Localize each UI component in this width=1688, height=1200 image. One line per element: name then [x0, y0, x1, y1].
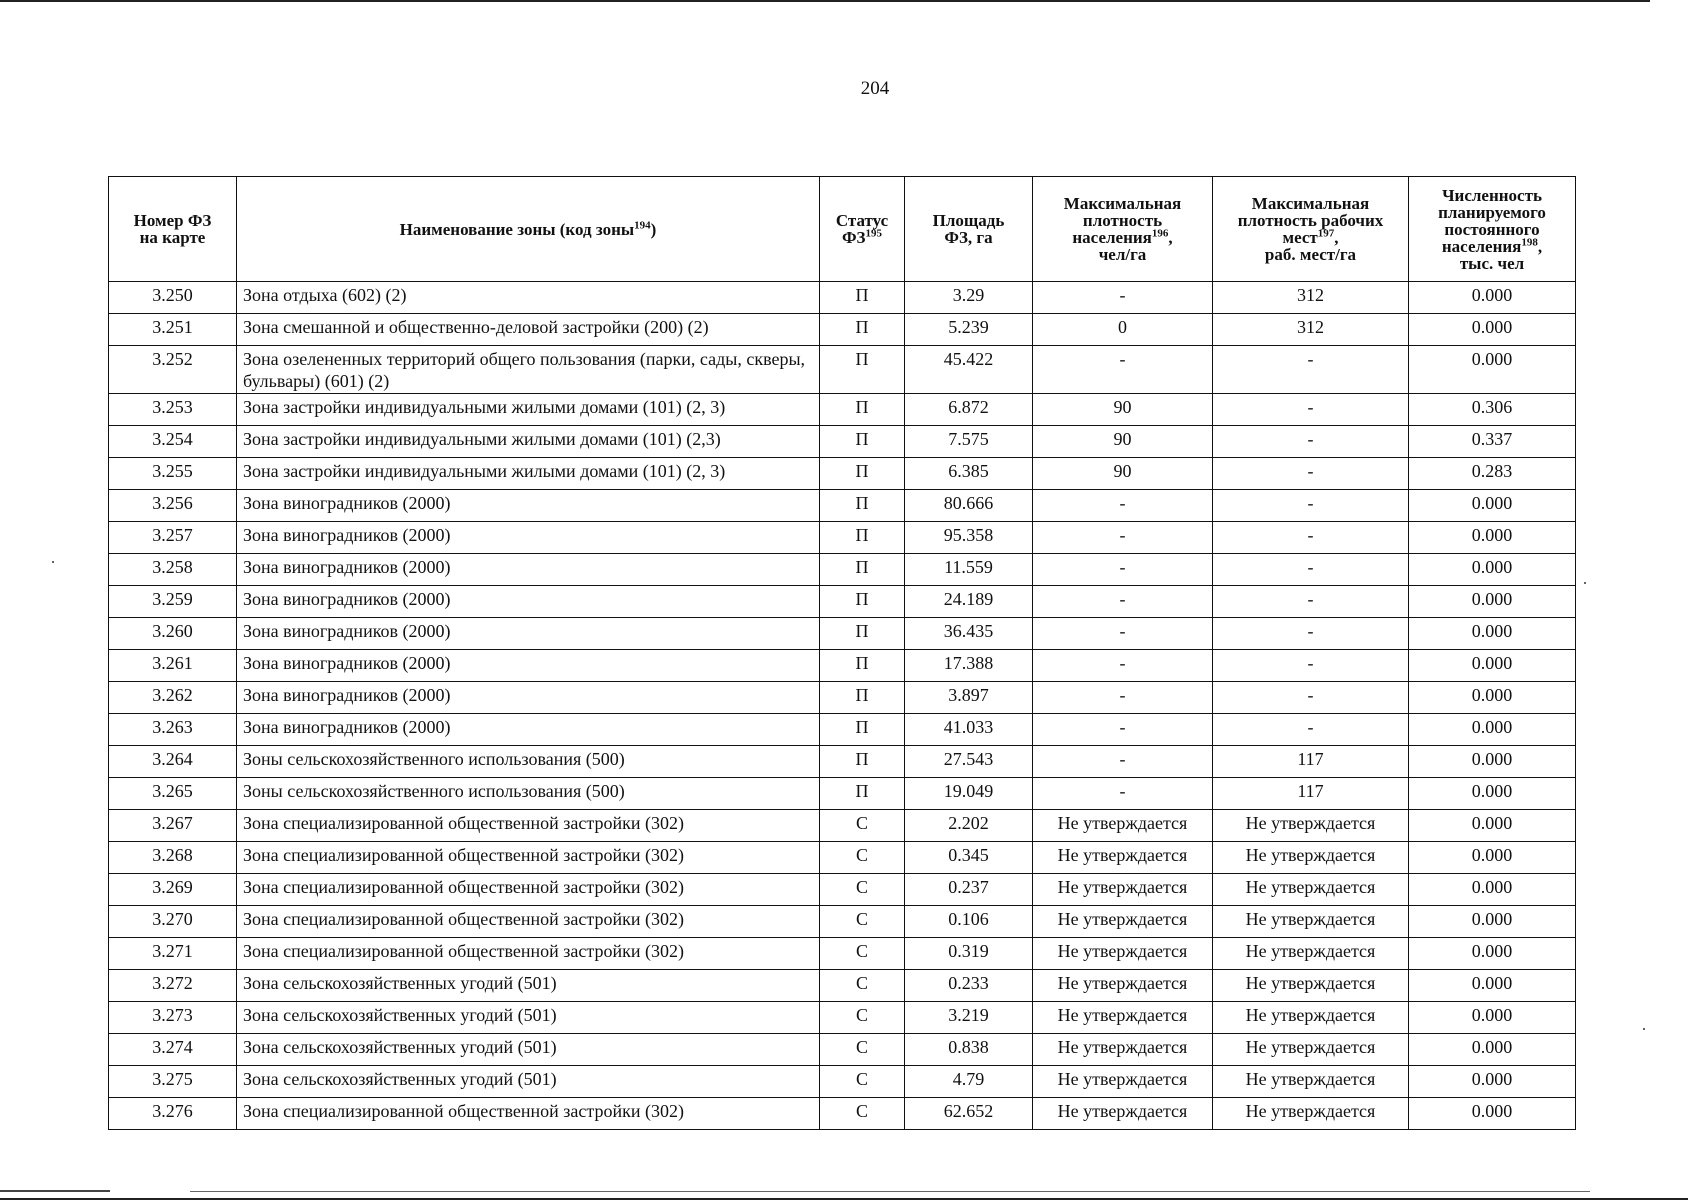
table-row — [109, 1098, 1576, 1130]
header-area: Площадь ФЗ, га — [905, 177, 1033, 282]
cell-population-density: - — [1033, 618, 1213, 650]
cell-population-density: 90 — [1033, 394, 1213, 426]
cell-map-number: 3.275 — [109, 1066, 237, 1098]
cell-population: 0.306 — [1409, 394, 1576, 426]
table-row — [109, 650, 1576, 682]
cell-area: 0.233 — [905, 970, 1033, 1002]
cell-status: С — [820, 1066, 905, 1098]
cell-zone-name: Зона специализированной общественной застройки (302) — [237, 874, 820, 906]
cell-population: 0.000 — [1409, 586, 1576, 618]
cell-population-density: Не утверждается — [1033, 1066, 1213, 1098]
cell-status: П — [820, 554, 905, 586]
cell-workplace-density: - — [1213, 554, 1409, 586]
table-row — [109, 1002, 1576, 1034]
cell-population: 0.000 — [1409, 282, 1576, 314]
cell-status: С — [820, 938, 905, 970]
cell-map-number: 3.260 — [109, 618, 237, 650]
cell-population-density: - — [1033, 554, 1213, 586]
cell-status: П — [820, 746, 905, 778]
table-body — [109, 282, 1576, 1130]
cell-area: 6.385 — [905, 458, 1033, 490]
cell-zone-name: Зона сельскохозяйственных угодий (501) — [237, 1034, 820, 1066]
bottom-edge-mark — [0, 1190, 110, 1192]
cell-workplace-density: - — [1213, 522, 1409, 554]
cell-population-density: - — [1033, 714, 1213, 746]
cell-population-density: - — [1033, 586, 1213, 618]
table-row — [109, 554, 1576, 586]
cell-zone-name: Зона виноградников (2000) — [237, 554, 820, 586]
cell-status: С — [820, 1034, 905, 1066]
cell-status: П — [820, 426, 905, 458]
table-row — [109, 714, 1576, 746]
cell-zone-name: Зона специализированной общественной застройки (302) — [237, 938, 820, 970]
cell-zone-name: Зона специализированной общественной застройки (302) — [237, 810, 820, 842]
cell-area: 24.189 — [905, 586, 1033, 618]
cell-zone-name: Зона виноградников (2000) — [237, 618, 820, 650]
table-row — [109, 314, 1576, 346]
cell-status: П — [820, 522, 905, 554]
cell-zone-name: Зона сельскохозяйственных угодий (501) — [237, 1002, 820, 1034]
header-population: Численность планируемого постоянного населения$^{198}$, тыс. чел — [1409, 177, 1576, 282]
cell-status: П — [820, 394, 905, 426]
cell-zone-name: Зона специализированной общественной застройки (302) — [237, 906, 820, 938]
cell-map-number: 3.262 — [109, 682, 237, 714]
cell-zone-name: Зоны сельскохозяйственного использования (500) — [237, 778, 820, 810]
table-row — [109, 490, 1576, 522]
cell-map-number: 3.261 — [109, 650, 237, 682]
cell-workplace-density: Не утверждается — [1213, 810, 1409, 842]
cell-workplace-density: Не утверждается — [1213, 970, 1409, 1002]
cell-zone-name: Зона застройки индивидуальными жилыми домами (101) (2, 3) — [237, 394, 820, 426]
cell-workplace-density: Не утверждается — [1213, 1002, 1409, 1034]
cell-population: 0.000 — [1409, 554, 1576, 586]
cell-workplace-density: - — [1213, 394, 1409, 426]
table-row — [109, 618, 1576, 650]
cell-population: 0.000 — [1409, 842, 1576, 874]
cell-population: 0.000 — [1409, 874, 1576, 906]
cell-status: П — [820, 682, 905, 714]
cell-status: П — [820, 714, 905, 746]
cell-map-number: 3.259 — [109, 586, 237, 618]
table-row — [109, 282, 1576, 314]
cell-population-density: Не утверждается — [1033, 1034, 1213, 1066]
cell-zone-name: Зона сельскохозяйственных угодий (501) — [237, 970, 820, 1002]
header-population-density: Максимальная плотность населения$^{196}$, чел/га — [1033, 177, 1213, 282]
cell-status: П — [820, 458, 905, 490]
cell-population-density: Не утверждается — [1033, 874, 1213, 906]
cell-map-number: 3.273 — [109, 1002, 237, 1034]
cell-status: С — [820, 874, 905, 906]
header-zone-name: Наименование зоны (код зоны$^{194}$) — [237, 177, 820, 282]
cell-status: С — [820, 842, 905, 874]
cell-population: 0.000 — [1409, 346, 1576, 394]
cell-map-number: 3.252 — [109, 346, 237, 394]
cell-population: 0.000 — [1409, 746, 1576, 778]
cell-population: 0.000 — [1409, 618, 1576, 650]
cell-status: П — [820, 586, 905, 618]
cell-zone-name: Зона застройки индивидуальными жилыми домами (101) (2, 3) — [237, 458, 820, 490]
cell-zone-name: Зона специализированной общественной застройки (302) — [237, 1098, 820, 1130]
cell-map-number: 3.265 — [109, 778, 237, 810]
table-row — [109, 522, 1576, 554]
table-row — [109, 810, 1576, 842]
cell-area: 0.237 — [905, 874, 1033, 906]
header-workplace-density: Максимальная плотность рабочих мест$^{197}$, раб. мест/га — [1213, 177, 1409, 282]
cell-population-density: 90 — [1033, 426, 1213, 458]
cell-map-number: 3.269 — [109, 874, 237, 906]
scan-speck — [1584, 582, 1586, 584]
cell-area: 36.435 — [905, 618, 1033, 650]
cell-workplace-density: Не утверждается — [1213, 906, 1409, 938]
cell-zone-name: Зона озелененных территорий общего пользования (парки, сады, скверы, бульвары) (601) (2) — [237, 346, 820, 394]
table-row — [109, 970, 1576, 1002]
cell-zone-name: Зона сельскохозяйственных угодий (501) — [237, 1066, 820, 1098]
table-row — [109, 426, 1576, 458]
cell-map-number: 3.263 — [109, 714, 237, 746]
cell-population-density: Не утверждается — [1033, 1098, 1213, 1130]
cell-area: 0.319 — [905, 938, 1033, 970]
cell-status: П — [820, 314, 905, 346]
table-row — [109, 842, 1576, 874]
cell-zone-name: Зона виноградников (2000) — [237, 522, 820, 554]
cell-population-density: Не утверждается — [1033, 842, 1213, 874]
cell-map-number: 3.250 — [109, 282, 237, 314]
cell-population: 0.000 — [1409, 1002, 1576, 1034]
table-row — [109, 938, 1576, 970]
cell-map-number: 3.253 — [109, 394, 237, 426]
top-border-line — [0, 0, 1650, 2]
cell-map-number: 3.276 — [109, 1098, 237, 1130]
cell-status: С — [820, 970, 905, 1002]
cell-workplace-density: Не утверждается — [1213, 1034, 1409, 1066]
cell-population: 0.000 — [1409, 906, 1576, 938]
cell-population-density: - — [1033, 650, 1213, 682]
cell-population: 0.000 — [1409, 778, 1576, 810]
cell-zone-name: Зона застройки индивидуальными жилыми домами (101) (2,3) — [237, 426, 820, 458]
cell-workplace-density: - — [1213, 714, 1409, 746]
cell-workplace-density: 312 — [1213, 282, 1409, 314]
cell-area: 62.652 — [905, 1098, 1033, 1130]
cell-workplace-density: Не утверждается — [1213, 938, 1409, 970]
table-row — [109, 682, 1576, 714]
table-header-row — [109, 177, 1576, 282]
cell-zone-name: Зона виноградников (2000) — [237, 490, 820, 522]
cell-map-number: 3.257 — [109, 522, 237, 554]
table-row — [109, 746, 1576, 778]
cell-area: 7.575 — [905, 426, 1033, 458]
cell-workplace-density: 312 — [1213, 314, 1409, 346]
cell-population: 0.000 — [1409, 490, 1576, 522]
cell-area: 0.345 — [905, 842, 1033, 874]
cell-map-number: 3.255 — [109, 458, 237, 490]
header-map-number: Номер ФЗ на карте — [109, 177, 237, 282]
cell-area: 0.106 — [905, 906, 1033, 938]
cell-map-number: 3.258 — [109, 554, 237, 586]
cell-zone-name: Зона виноградников (2000) — [237, 586, 820, 618]
cell-population-density: - — [1033, 682, 1213, 714]
cell-workplace-density: - — [1213, 426, 1409, 458]
cell-workplace-density: 117 — [1213, 746, 1409, 778]
cell-population: 0.283 — [1409, 458, 1576, 490]
table-row — [109, 874, 1576, 906]
cell-population: 0.000 — [1409, 938, 1576, 970]
cell-workplace-density: - — [1213, 650, 1409, 682]
cell-area: 41.033 — [905, 714, 1033, 746]
cell-status: П — [820, 282, 905, 314]
cell-map-number: 3.256 — [109, 490, 237, 522]
cell-map-number: 3.267 — [109, 810, 237, 842]
cell-zone-name: Зона смешанной и общественно-деловой застройки (200) (2) — [237, 314, 820, 346]
cell-population: 0.000 — [1409, 522, 1576, 554]
cell-workplace-density: - — [1213, 618, 1409, 650]
cell-status: П — [820, 490, 905, 522]
zones-table — [108, 176, 1576, 1130]
table-row — [109, 394, 1576, 426]
cell-population: 0.000 — [1409, 1066, 1576, 1098]
cell-zone-name: Зоны сельскохозяйственного использования (500) — [237, 746, 820, 778]
cell-map-number: 3.270 — [109, 906, 237, 938]
bottom-edge-mark — [190, 1191, 1590, 1192]
cell-area: 27.543 — [905, 746, 1033, 778]
header-status: Статус ФЗ$^{195}$ — [820, 177, 905, 282]
cell-area: 19.049 — [905, 778, 1033, 810]
cell-map-number: 3.268 — [109, 842, 237, 874]
cell-status: С — [820, 810, 905, 842]
cell-status: С — [820, 1002, 905, 1034]
cell-workplace-density: - — [1213, 346, 1409, 394]
cell-zone-name: Зона виноградников (2000) — [237, 650, 820, 682]
cell-workplace-density: - — [1213, 458, 1409, 490]
cell-workplace-density: - — [1213, 682, 1409, 714]
cell-area: 2.202 — [905, 810, 1033, 842]
cell-population-density: - — [1033, 490, 1213, 522]
cell-map-number: 3.271 — [109, 938, 237, 970]
cell-population: 0.000 — [1409, 314, 1576, 346]
cell-map-number: 3.272 — [109, 970, 237, 1002]
cell-area: 3.897 — [905, 682, 1033, 714]
cell-zone-name: Зона виноградников (2000) — [237, 714, 820, 746]
cell-area: 3.219 — [905, 1002, 1033, 1034]
table-row — [109, 1034, 1576, 1066]
cell-population-density: - — [1033, 522, 1213, 554]
table-row — [109, 586, 1576, 618]
cell-map-number: 3.274 — [109, 1034, 237, 1066]
table-row — [109, 906, 1576, 938]
table-row — [109, 346, 1576, 394]
cell-status: П — [820, 346, 905, 394]
cell-workplace-density: Не утверждается — [1213, 874, 1409, 906]
cell-workplace-density: - — [1213, 586, 1409, 618]
cell-population-density: 0 — [1033, 314, 1213, 346]
cell-map-number: 3.254 — [109, 426, 237, 458]
cell-population-density: - — [1033, 282, 1213, 314]
cell-area: 3.29 — [905, 282, 1033, 314]
cell-area: 0.838 — [905, 1034, 1033, 1066]
cell-population-density: - — [1033, 746, 1213, 778]
cell-population-density: Не утверждается — [1033, 810, 1213, 842]
cell-population: 0.000 — [1409, 714, 1576, 746]
cell-population: 0.000 — [1409, 1034, 1576, 1066]
cell-area: 80.666 — [905, 490, 1033, 522]
cell-population-density: Не утверждается — [1033, 938, 1213, 970]
cell-status: С — [820, 906, 905, 938]
cell-status: П — [820, 618, 905, 650]
cell-area: 6.872 — [905, 394, 1033, 426]
cell-status: П — [820, 650, 905, 682]
table-row — [109, 1066, 1576, 1098]
cell-zone-name: Зона специализированной общественной застройки (302) — [237, 842, 820, 874]
cell-area: 95.358 — [905, 522, 1033, 554]
cell-area: 45.422 — [905, 346, 1033, 394]
cell-zone-name: Зона отдыха (602) (2) — [237, 282, 820, 314]
cell-map-number: 3.251 — [109, 314, 237, 346]
cell-area: 5.239 — [905, 314, 1033, 346]
table-row — [109, 458, 1576, 490]
cell-workplace-density: 117 — [1213, 778, 1409, 810]
cell-population-density: - — [1033, 778, 1213, 810]
cell-population-density: Не утверждается — [1033, 970, 1213, 1002]
cell-status: П — [820, 778, 905, 810]
cell-workplace-density: - — [1213, 490, 1409, 522]
scan-speck — [52, 561, 54, 563]
cell-population-density: 90 — [1033, 458, 1213, 490]
cell-area: 17.388 — [905, 650, 1033, 682]
table-row — [109, 778, 1576, 810]
cell-population: 0.000 — [1409, 682, 1576, 714]
cell-zone-name: Зона виноградников (2000) — [237, 682, 820, 714]
cell-population: 0.337 — [1409, 426, 1576, 458]
cell-population: 0.000 — [1409, 650, 1576, 682]
cell-population-density: Не утверждается — [1033, 1002, 1213, 1034]
page-number: 204 — [860, 78, 890, 99]
cell-population: 0.000 — [1409, 1098, 1576, 1130]
cell-status: С — [820, 1098, 905, 1130]
cell-population: 0.000 — [1409, 810, 1576, 842]
scan-speck — [1643, 1028, 1645, 1030]
cell-map-number: 3.264 — [109, 746, 237, 778]
cell-workplace-density: Не утверждается — [1213, 1098, 1409, 1130]
cell-population-density: Не утверждается — [1033, 906, 1213, 938]
cell-workplace-density: Не утверждается — [1213, 1066, 1409, 1098]
cell-workplace-density: Не утверждается — [1213, 842, 1409, 874]
cell-area: 11.559 — [905, 554, 1033, 586]
cell-population-density: - — [1033, 346, 1213, 394]
cell-population: 0.000 — [1409, 970, 1576, 1002]
cell-area: 4.79 — [905, 1066, 1033, 1098]
